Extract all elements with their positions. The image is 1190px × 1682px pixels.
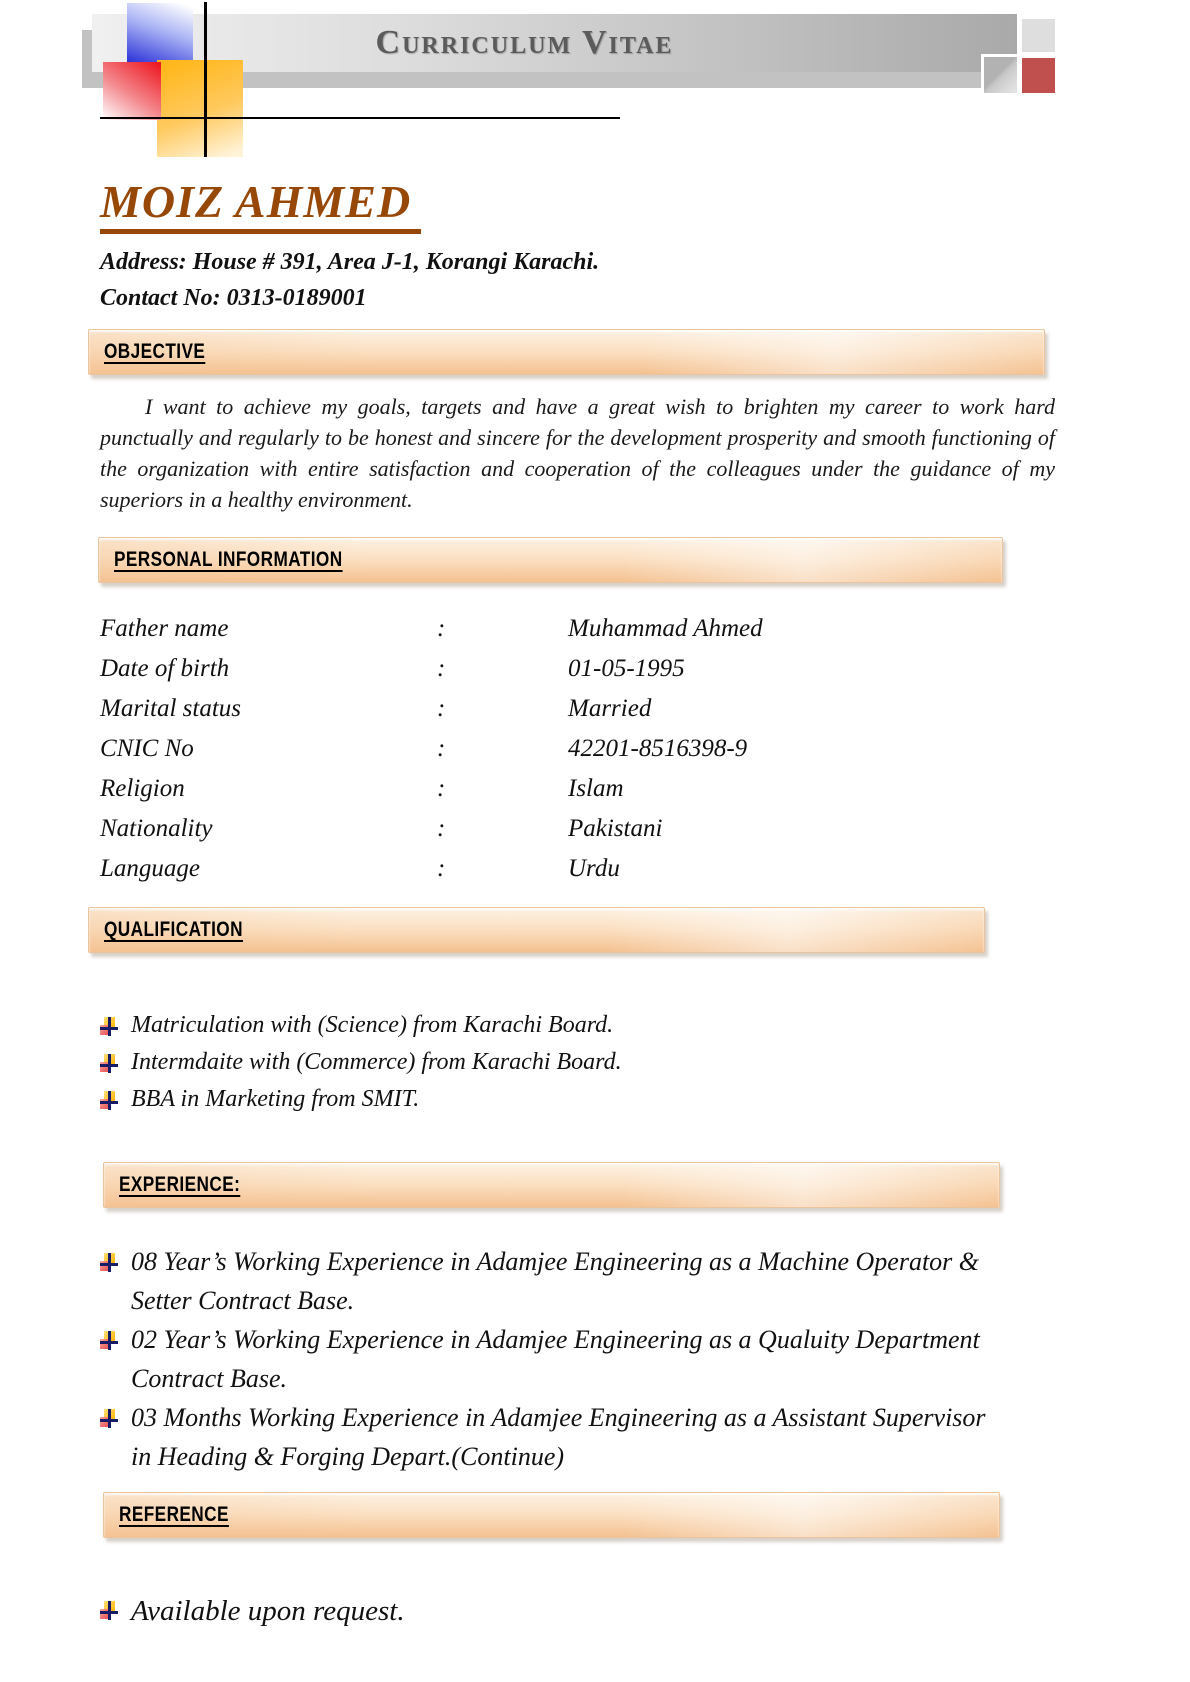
list-item xyxy=(100,1320,1005,1398)
table-row xyxy=(100,609,1055,649)
row-value: 42201-8516398-9 xyxy=(568,735,748,763)
list-item-text: Matriculation with (Science) from Karachi Board. xyxy=(131,1012,614,1039)
row-value: Islam xyxy=(568,775,624,803)
row-colon: : xyxy=(437,815,446,843)
document-title: Curriculum Vitae xyxy=(375,24,674,61)
table-row xyxy=(100,809,1055,849)
reference-list xyxy=(100,1592,1055,1630)
list-item-text: BBA in Marketing from SMIT. xyxy=(131,1086,420,1113)
row-value: Urdu xyxy=(568,855,620,883)
row-label: Language xyxy=(100,855,200,883)
list-item xyxy=(100,1009,1055,1042)
table-row xyxy=(100,689,1055,729)
section-heading-experience: EXPERIENCE: xyxy=(119,1173,241,1197)
section-bar-reference xyxy=(103,1492,1000,1538)
list-item-text: 02 Year’s Working Experience in Adamjee Engineering as a Qualuity Department Contract Base. xyxy=(131,1325,980,1394)
row-value: Pakistani xyxy=(568,815,663,843)
row-colon: : xyxy=(437,655,446,683)
table-row xyxy=(100,849,1055,889)
section-heading-personal-information: PERSONAL INFORMATION xyxy=(114,548,343,572)
colored-cross-bullet-icon xyxy=(100,1253,118,1272)
orange-square-icon xyxy=(157,60,243,157)
list-item xyxy=(100,1592,1055,1630)
row-label: CNIC No xyxy=(100,735,194,763)
red-square-icon xyxy=(103,62,161,120)
brick-square-icon xyxy=(1019,55,1058,96)
section-heading-objective: OBJECTIVE xyxy=(104,340,206,364)
qualification-list xyxy=(100,1009,1055,1116)
colored-cross-bullet-icon xyxy=(100,1091,118,1110)
list-item-text: 08 Year’s Working Experience in Adamjee Engineering as a Machine Operator & Setter Contract Base. xyxy=(131,1247,980,1316)
list-item xyxy=(100,1398,1005,1476)
list-item-text: 03 Months Working Experience in Adamjee Engineering as a Assistant Supervisor in Heading & Forging Depart.(Continue) xyxy=(131,1403,986,1472)
row-label: Date of birth xyxy=(100,655,230,683)
row-colon: : xyxy=(437,735,446,763)
blue-square-icon xyxy=(127,3,193,65)
table-row xyxy=(100,729,1055,769)
section-bar-objective xyxy=(88,329,1045,375)
row-label: Marital status xyxy=(100,695,241,723)
table-row xyxy=(100,769,1055,809)
colored-cross-bullet-icon xyxy=(100,1601,118,1620)
section-bar-qualification xyxy=(88,907,985,953)
section-bar-personal-information xyxy=(98,537,1003,583)
personal-info-table xyxy=(100,609,1055,889)
colored-cross-bullet-icon xyxy=(100,1017,118,1036)
row-colon: : xyxy=(437,775,446,803)
address-line: Address: House # 391, Area J-1, Korangi Karachi. xyxy=(100,249,600,276)
list-item-text: Intermdaite with (Commerce) from Karachi Board. xyxy=(131,1049,622,1076)
section-heading-qualification: QUALIFICATION xyxy=(104,918,243,942)
contact-line: Contact No: 0313-0189001 xyxy=(100,284,367,311)
row-value: 01-05-1995 xyxy=(568,655,685,683)
row-label: Religion xyxy=(100,775,185,803)
list-item xyxy=(100,1083,1055,1116)
vertical-rule xyxy=(204,2,207,157)
table-row xyxy=(100,649,1055,689)
list-item-text: Available upon request. xyxy=(131,1595,405,1628)
colored-cross-bullet-icon xyxy=(100,1409,118,1428)
section-heading-reference: REFERENCE xyxy=(119,1503,229,1527)
header xyxy=(0,0,1190,162)
gray-square-icon xyxy=(981,54,1020,96)
row-label: Nationality xyxy=(100,815,213,843)
list-item xyxy=(100,1046,1055,1079)
row-colon: : xyxy=(437,855,446,883)
row-colon: : xyxy=(437,695,446,723)
row-value: Muhammad Ahmed xyxy=(568,615,763,643)
colored-cross-bullet-icon xyxy=(100,1054,118,1073)
list-item xyxy=(100,1242,1005,1320)
row-label: Father name xyxy=(100,615,229,643)
document-body xyxy=(0,162,1190,1630)
light-gray-square-icon xyxy=(1019,16,1058,55)
candidate-name: MOIZ AHMED xyxy=(100,178,421,234)
row-value: Married xyxy=(568,695,652,723)
section-bar-experience xyxy=(103,1162,1000,1208)
experience-list xyxy=(100,1242,1005,1476)
row-colon: : xyxy=(437,615,446,643)
horizontal-rule xyxy=(100,117,620,119)
objective-text: I want to achieve my goals, targets and have a great wish to brighten my career to work hard punctually and regularly to be honest and sincere for the development prosperity and smooth functioning of the organization with entire satisfaction and cooperation of the colleagues under the guidance of my superiors in a healthy environment. xyxy=(100,394,1055,513)
colored-cross-bullet-icon xyxy=(100,1331,118,1350)
